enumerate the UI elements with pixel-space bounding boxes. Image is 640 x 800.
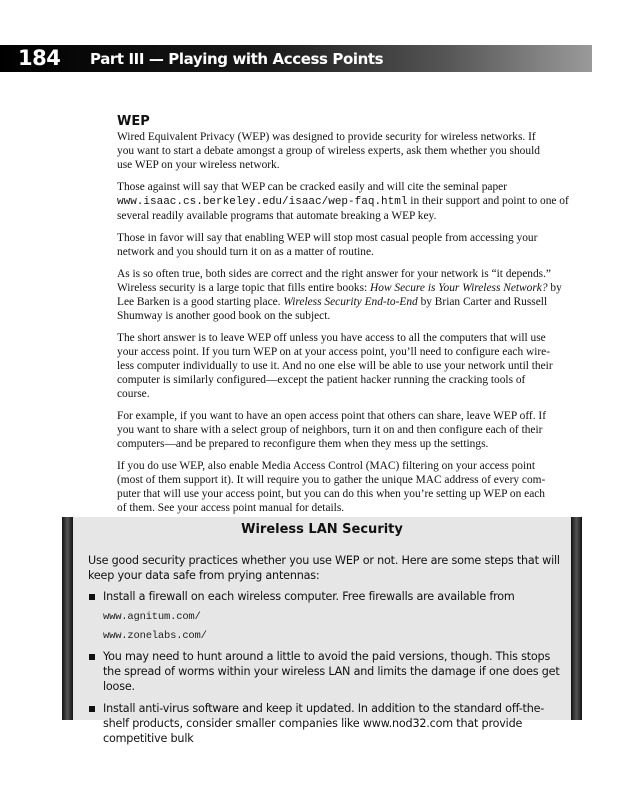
sidebar-box	[62, 517, 582, 745]
text-segment: Those against will say that WEP can be cracked easily and will cite the seminal paper	[117, 181, 507, 193]
text-segment: Shumway is another good book on the subject.	[117, 310, 331, 322]
text-segment: network and you should turn it on as a matter of routine.	[117, 246, 374, 258]
text-line	[117, 130, 567, 144]
sidebar-title: Wireless LAN Security	[241, 522, 403, 537]
book-title: How Secure is Your Wireless Network?	[370, 282, 548, 294]
text-segment: course.	[117, 388, 150, 400]
text-segment: The short answer is to leave WEP off unless you have access to all the computers that will use	[117, 332, 546, 344]
text-segment: computers—and be prepared to reconfigure them when they mess up the settings.	[117, 438, 489, 450]
bullet-item	[88, 649, 568, 694]
text-segment: you want to start a debate amongst a group of wireless experts, ask them whether you should	[117, 145, 540, 157]
text-line	[117, 194, 567, 209]
text-line	[117, 373, 567, 387]
text-segment: use WEP on your wireless network.	[117, 159, 280, 171]
text-segment: you want to share with a select group of neighbors, turn it on and then configure each of their	[117, 424, 543, 436]
text-line	[117, 144, 567, 158]
paragraph	[117, 409, 567, 451]
page-number: 184	[18, 46, 61, 70]
text-line	[117, 487, 567, 501]
text-segment: If you do use WEP, also enable Media Access Control (MAC) filtering on your access point	[117, 460, 535, 472]
text-line	[117, 437, 567, 451]
text-segment: Wireless security is a large topic that fills entire books:	[117, 282, 371, 294]
paragraph	[117, 130, 567, 172]
chapter-header-bar	[0, 45, 592, 72]
part-title: Part III — Playing with Access Points	[90, 50, 384, 68]
text-line	[117, 423, 567, 437]
url-zonelabs: www.zonelabs.com/	[103, 630, 207, 642]
text-segment: by Brian Carter and Russell	[417, 296, 548, 308]
text-line	[117, 295, 567, 309]
text-line	[117, 345, 567, 359]
text-line	[117, 245, 567, 259]
paragraph	[117, 331, 567, 401]
paragraph	[117, 231, 567, 259]
paragraph	[117, 267, 567, 323]
text-segment: in their support and point to one of	[407, 195, 569, 207]
bullet-text: You may need to hunt around a little to avoid the paid versions, though. This stops the spread of worms within your wireless LAN and limits the damage if one does get loose.	[103, 650, 560, 693]
text-line	[117, 231, 567, 245]
sidebar-right-bar	[571, 517, 582, 720]
text-segment: Wired Equivalent Privacy (WEP) was designed to provide security for wireless networks. If	[117, 131, 536, 143]
url-agnitum: www.agnitum.com/	[103, 611, 201, 623]
bullet-square-icon	[89, 654, 95, 660]
text-line	[117, 409, 567, 423]
section-body	[117, 130, 567, 515]
bullet-square-icon	[89, 706, 95, 712]
text-segment: Lee Barken is a good starting place.	[117, 296, 284, 308]
text-segment: less computer individually to use it. And no one else will be able to use your network until their	[117, 360, 553, 372]
text-line	[117, 473, 567, 487]
text-line	[117, 281, 567, 295]
book-title: Wireless Security End-to-End	[283, 296, 418, 308]
text-line	[117, 267, 567, 281]
text-line	[117, 158, 567, 172]
paragraph	[117, 459, 567, 515]
text-line	[117, 359, 567, 373]
text-segment: For example, if you want to have an open access point that others can share, leave WEP off. If	[117, 410, 547, 422]
paragraph	[117, 180, 567, 223]
text-line	[117, 209, 567, 223]
text-segment: puter that will use your access point, but you can do this when you’re setting up WEP on each	[117, 488, 546, 500]
text-segment: As is so often true, both sides are correct and the right answer for your network is “it depends.”	[117, 268, 551, 280]
section-wep	[117, 114, 567, 523]
text-segment: computer is similarly configured—except the patient hacker running the cracking tools of	[117, 374, 526, 386]
sidebar-left-bar	[62, 517, 73, 720]
text-line	[117, 459, 567, 473]
url-text: www.isaac.cs.berkeley.edu/isaac/wep-faq.html	[117, 196, 408, 208]
text-segment: Those in favor will say that enabling WEP will stop most casual people from accessing your	[117, 232, 538, 244]
bullet-square-icon	[89, 594, 95, 600]
text-line	[117, 501, 567, 515]
bullet-text: Install anti-virus software and keep it updated. In addition to the standard off-the-shelf products, consider smaller companies like www.nod32.com that provide competitive bulk	[103, 702, 545, 745]
bullet-text: Install a firewall on each wireless computer. Free firewalls are available from	[103, 590, 515, 603]
text-segment: of them. See your access point manual for details.	[117, 502, 345, 514]
text-line	[117, 180, 567, 194]
sidebar-intro: Use good security practices whether you use WEP or not. Here are some steps that will keep your data safe from prying antennas:	[88, 554, 560, 582]
section-heading: WEP	[117, 114, 150, 129]
bullet-item	[88, 589, 568, 604]
text-segment: by	[547, 282, 562, 294]
text-segment: your access point. If you turn WEP on at your access point, you’ll need to configure each wire-	[117, 346, 551, 358]
bullet-item	[88, 701, 568, 746]
text-line	[117, 387, 567, 401]
text-segment: several readily available programs that automate breaking a WEP key.	[117, 210, 437, 222]
text-line	[117, 309, 567, 323]
text-segment: (most of them support it). It will require you to gather the unique MAC address of every com-	[117, 474, 546, 486]
text-line	[117, 331, 567, 345]
